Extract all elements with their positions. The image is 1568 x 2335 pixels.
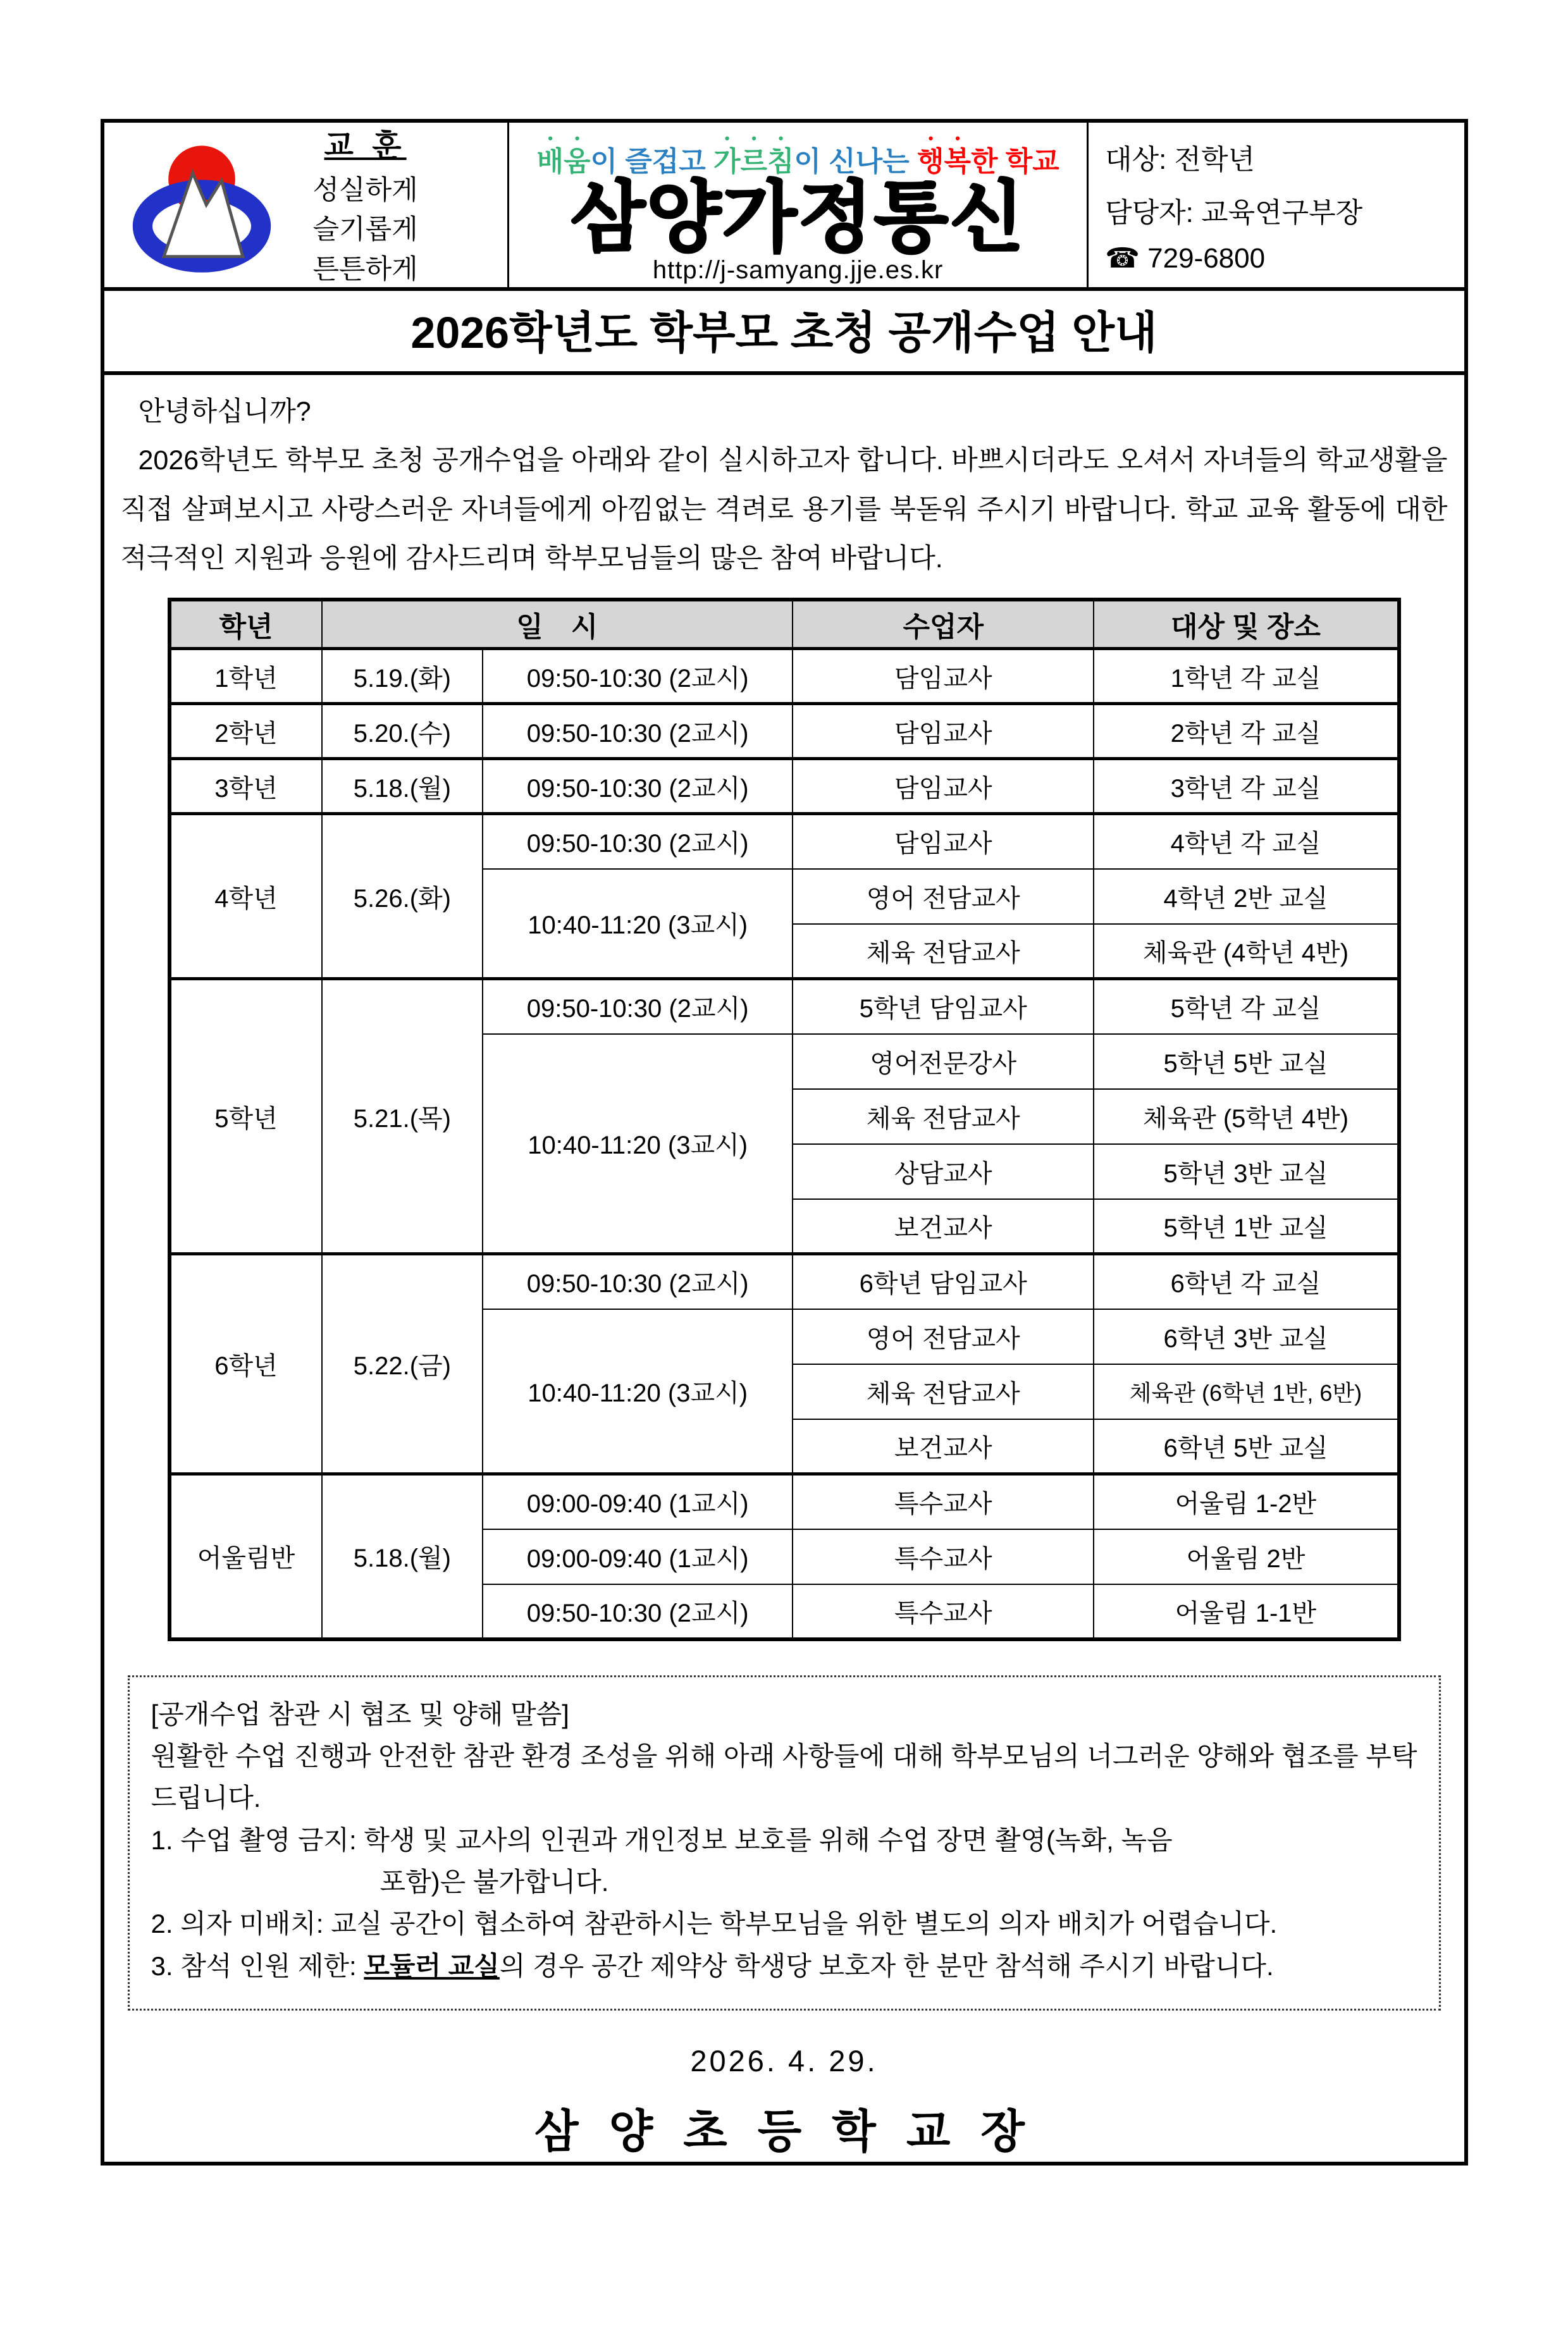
schedule-cell: 5학년 담임교사: [793, 979, 1094, 1034]
target-value: 전학년: [1174, 144, 1256, 175]
manager-row: [1105, 190, 1457, 230]
slogan-part: 이: [794, 146, 829, 177]
slogan-part: 학교: [1005, 146, 1059, 177]
note-item-3: [151, 1945, 1417, 1987]
schedule-cell: 어울림 1-1반: [1094, 1584, 1398, 1639]
schedule-row: [170, 759, 1399, 814]
schedule-cell: 5.19.(화): [322, 649, 483, 704]
document-frame: [101, 119, 1468, 2166]
slogan-part: 즐겁고: [625, 146, 713, 177]
phone-row: [1105, 242, 1457, 274]
header-left-cell: [104, 123, 510, 287]
schedule-cell: 영어 전담교사: [793, 869, 1094, 924]
schedule-cell: 3학년 각 교실: [1094, 759, 1398, 814]
schedule-cell: 5.22.(금): [322, 1254, 483, 1474]
schedule-cell: 3학년: [170, 759, 322, 814]
note-item-3-pre: 3. 참석 인원 제한:: [151, 1950, 364, 1981]
schedule-row: [170, 979, 1399, 1034]
schedule-cell: 1학년 각 교실: [1094, 649, 1398, 704]
schedule-cell: 5학년 3반 교실: [1094, 1144, 1398, 1199]
schedule-cell: 09:50-10:30 (2교시): [483, 814, 793, 869]
principal-signature: 삼 양 초 등 학 교 장: [534, 2107, 1034, 2158]
schedule-cell: 5학년 5반 교실: [1094, 1034, 1398, 1089]
schedule-cell: 5학년 각 교실: [1094, 979, 1398, 1034]
column-header: 학년: [170, 600, 322, 649]
schedule-cell: 10:40-11:20 (3교시): [483, 1034, 793, 1254]
schedule-row: [170, 649, 1399, 704]
header-center-cell: [509, 123, 1089, 287]
schedule-row: [170, 1474, 1399, 1529]
school-slogan: [537, 130, 1059, 179]
schedule-cell: 어울림 1-2반: [1094, 1474, 1398, 1529]
notes-box: [128, 1675, 1441, 2011]
header-right-cell: [1089, 123, 1464, 287]
column-header: 일 시: [322, 600, 793, 649]
schedule-row: [170, 704, 1399, 759]
schedule-cell: 6학년 5반 교실: [1094, 1419, 1398, 1474]
schedule-cell: 09:50-10:30 (2교시): [483, 704, 793, 759]
schedule-cell: 6학년 3반 교실: [1094, 1309, 1398, 1364]
note-item-1: 1. 수업 촬영 금지: 학생 및 교사의 인권과 개인정보 보호를 위해 수업 장면 촬영(녹화, 녹음: [151, 1825, 1173, 1855]
schedule-cell: 담임교사: [793, 704, 1094, 759]
schedule-cell: 5.21.(목): [322, 979, 483, 1254]
manager-value: 교육연구부장: [1201, 197, 1363, 228]
schedule-cell: 1학년: [170, 649, 322, 704]
schedule-cell: 특수교사: [793, 1584, 1094, 1639]
slogan-part: 한: [971, 146, 1006, 177]
school-logo-icon: [126, 129, 278, 281]
schedule-cell: 6학년 각 교실: [1094, 1254, 1398, 1309]
schedule-cell: 보건교사: [793, 1199, 1094, 1254]
schedule-cell: 5.18.(월): [322, 759, 483, 814]
schedule-table: [168, 598, 1401, 1641]
slogan-part: 이: [590, 146, 626, 177]
target-label: 대상:: [1105, 144, 1167, 175]
schedule-row: [170, 814, 1399, 869]
note-item-1-cont: 포함)은 불가합니다.: [380, 1867, 609, 1897]
motto-line: 튼튼하게: [312, 254, 418, 285]
schedule-cell: 영어전문강사: [793, 1034, 1094, 1089]
notes-intro: 원활한 수업 진행과 안전한 참관 환경 조성을 위해 아래 사항들에 대해 학부모님의 너그러운 양해와 협조를 부탁드립니다.: [151, 1740, 1417, 1813]
schedule-cell: 09:50-10:30 (2교시): [483, 1584, 793, 1639]
notes-heading: [공개수업 참관 시 협조 및 양해 말씀]: [151, 1699, 569, 1729]
schedule-row: [170, 1254, 1399, 1309]
column-header: 대상 및 장소: [1094, 600, 1398, 649]
page: [0, 119, 1568, 2335]
schedule-cell: 09:50-10:30 (2교시): [483, 1254, 793, 1309]
schedule-cell: 09:50-10:30 (2교시): [483, 759, 793, 814]
schedule-cell: 09:00-09:40 (1교시): [483, 1529, 793, 1584]
school-url: http://j-samyang.jje.es.kr: [652, 256, 944, 284]
schedule-cell: 담임교사: [793, 759, 1094, 814]
greeting: [104, 375, 1464, 588]
slogan-part: 가르침: [713, 146, 794, 177]
schedule-cell: 담임교사: [793, 649, 1094, 704]
motto-line: 성실하게: [312, 175, 418, 206]
newsletter-header: [104, 123, 1464, 291]
slogan-part: 행복: [917, 146, 972, 177]
slogan-part: 신나는: [829, 146, 917, 177]
schedule-cell: 체육 전담교사: [793, 924, 1094, 979]
greeting-paragraph: 2026학년도 학부모 초청 공개수업을 아래와 같이 실시하고자 합니다. 바쁘시더라도 오셔서 자녀들의 학교생활을 직접 살펴보시고 사랑스러운 자녀들에게 아낌없는 격려로 용기를 북돋워 주시기 바랍니다. 학교 교육 활동에 대한 적극적인 지원과 응원에 감사드리며 학부모님들의 많은 참여 바랍니다.: [120, 445, 1448, 574]
note-item-3-post: 의 경우 공간 제약상 학생당 보호자 한 분만 참석해 주시기 바랍니다.: [499, 1950, 1274, 1981]
schedule-cell: 특수교사: [793, 1474, 1094, 1529]
schedule-cell: 09:50-10:30 (2교시): [483, 979, 793, 1034]
newsletter-title: 삼양가정통신: [571, 175, 1026, 261]
motto-title: 교 훈: [324, 128, 407, 163]
schedule-cell: 2학년: [170, 704, 322, 759]
schedule-cell: 09:00-09:40 (1교시): [483, 1474, 793, 1529]
schedule-cell: 4학년: [170, 814, 322, 979]
schedule-cell: 4학년 2반 교실: [1094, 869, 1398, 924]
greeting-line-1: 안녕하십니까?: [138, 397, 311, 427]
schedule-cell: 5.18.(월): [322, 1474, 483, 1639]
schedule-cell: 체육관 (4학년 4반): [1094, 924, 1398, 979]
phone-icon: ☎: [1105, 243, 1140, 274]
schedule-cell: 10:40-11:20 (3교시): [483, 869, 793, 979]
note-item-2: 2. 의자 미배치: 교실 공간이 협소하여 참관하시는 학부모님을 위한 별도의 의자 배치가 어렵습니다.: [151, 1909, 1278, 1939]
schedule-cell: 체육관 (5학년 4반): [1094, 1089, 1398, 1144]
schedule-cell: 담임교사: [793, 814, 1094, 869]
school-motto: [313, 121, 418, 289]
schedule-cell: 2학년 각 교실: [1094, 704, 1398, 759]
schedule-cell: 특수교사: [793, 1529, 1094, 1584]
schedule-cell: 10:40-11:20 (3교시): [483, 1309, 793, 1474]
schedule-header-row: [170, 600, 1399, 649]
schedule-cell: 5.20.(수): [322, 704, 483, 759]
schedule-cell: 영어 전담교사: [793, 1309, 1094, 1364]
schedule-cell: 어울림반: [170, 1474, 322, 1639]
motto-line: 슬기롭게: [312, 214, 418, 245]
notice-title: 2026학년도 학부모 초청 공개수업 안내: [104, 291, 1464, 375]
schedule-cell: 6학년 담임교사: [793, 1254, 1094, 1309]
schedule-cell: 4학년 각 교실: [1094, 814, 1398, 869]
issue-date: 2026. 4. 29.: [690, 2044, 878, 2078]
schedule-cell: 보건교사: [793, 1419, 1094, 1474]
schedule-cell: 5.26.(화): [322, 814, 483, 979]
schedule-cell: 체육관 (6학년 1반, 6반): [1094, 1364, 1398, 1419]
column-header: 수업자: [793, 600, 1094, 649]
schedule-cell: 체육 전담교사: [793, 1089, 1094, 1144]
schedule-cell: 5학년: [170, 979, 322, 1254]
phone-number: 729-6800: [1147, 243, 1266, 274]
slogan-part: 배움: [536, 146, 591, 177]
schedule-cell: 상담교사: [793, 1144, 1094, 1199]
schedule-cell: 어울림 2반: [1094, 1529, 1398, 1584]
schedule-cell: 체육 전담교사: [793, 1364, 1094, 1419]
manager-label: 담당자:: [1105, 197, 1194, 228]
note-item-3-emphasis: 모듈러 교실: [364, 1950, 500, 1981]
schedule-cell: 6학년: [170, 1254, 322, 1474]
target-row: [1105, 137, 1457, 177]
schedule-cell: 09:50-10:30 (2교시): [483, 649, 793, 704]
schedule-cell: 5학년 1반 교실: [1094, 1199, 1398, 1254]
